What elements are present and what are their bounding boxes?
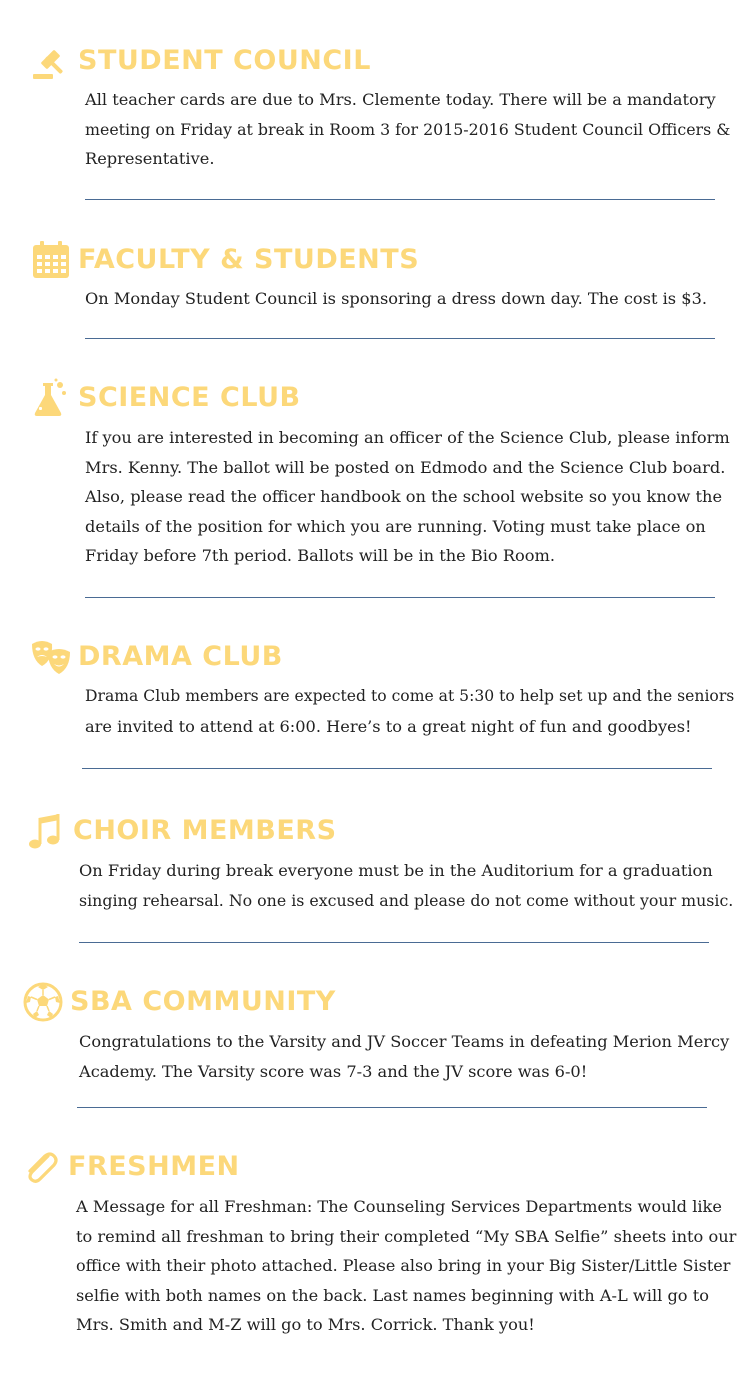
soccer-ball-icon <box>22 981 64 1023</box>
body-line: On Friday during break everyone must be in the Auditorium for a graduation <box>79 861 713 880</box>
calendar-icon <box>30 239 72 281</box>
body-line: Mrs. Kenny. The ballot will be posted on Edmodo and the Science Club board. <box>85 457 726 477</box>
section-title: FRESHMEN <box>68 1151 240 1182</box>
section-body <box>76 1192 736 1340</box>
section-header <box>30 636 283 678</box>
body-line: office with their photo attached. Please also bring in your Big Sister/Little Sister <box>76 1256 731 1275</box>
body-line: Friday before 7th period. Ballots will be in the Bio Room. <box>85 546 555 565</box>
section-body <box>85 284 735 314</box>
body-line: Representative. <box>85 149 215 168</box>
gavel-icon <box>30 40 72 82</box>
section-header <box>30 40 371 82</box>
section-divider <box>77 1107 707 1108</box>
section-title: STUDENT COUNCIL <box>78 45 371 76</box>
section-divider <box>85 338 715 339</box>
body-line: details of the position for which you are running. Voting must take place on <box>85 516 706 536</box>
section-header <box>22 981 336 1023</box>
body-line: On Monday Student Council is sponsoring a dress down day. The cost is $3. <box>85 289 708 308</box>
body-line: singing rehearsal. No one is excused and please do not come without your music. <box>79 890 734 910</box>
body-line: All teacher cards are due to Mrs. Clemente today. There will be a mandatory <box>85 90 716 109</box>
section-title: CHOIR MEMBERS <box>73 815 337 846</box>
section-title: DRAMA CLUB <box>78 641 283 672</box>
body-line: are invited to attend at 6:00. Here’s to a great night of fun and goodbyes! <box>85 716 692 736</box>
section-header <box>30 239 419 281</box>
section-divider <box>79 942 709 943</box>
section-title: SCIENCE CLUB <box>78 382 301 413</box>
body-line: Academy. The Varsity score was 7-3 and the JV score was 6-0! <box>79 1061 588 1081</box>
section-header <box>30 377 301 419</box>
theater-masks-icon <box>30 636 72 678</box>
section-body <box>79 1027 734 1086</box>
body-line: A Message for all Freshman: The Counseling Services Departments would like <box>76 1197 722 1216</box>
section-body <box>79 856 734 915</box>
section-body <box>85 423 735 571</box>
body-line: If you are interested in becoming an officer of the Science Club, please inform <box>85 428 730 447</box>
music-note-icon <box>25 810 67 852</box>
section-header <box>25 810 337 852</box>
body-line: selfie with both names on the back. Last names beginning with A-L will go to <box>76 1285 709 1305</box>
section-body <box>85 682 735 741</box>
body-line: to remind all freshman to bring their completed “My SBA Selfie” sheets into our <box>76 1226 737 1246</box>
body-line: Drama Club members are expected to come at 5:30 to help set up and the seniors <box>85 687 735 705</box>
section-header <box>20 1146 240 1188</box>
body-line: Mrs. Smith and M-Z will go to Mrs. Corrick. Thank you! <box>76 1315 535 1334</box>
section-title: FACULTY & STUDENTS <box>78 244 420 275</box>
section-divider <box>85 597 715 598</box>
section-body <box>85 85 735 174</box>
section-divider <box>82 768 712 769</box>
body-line: Congratulations to the Varsity and JV Soccer Teams in defeating Merion Mercy <box>79 1032 730 1051</box>
flask-icon <box>30 377 72 419</box>
body-line: meeting on Friday at break in Room 3 for 2015-2016 Student Council Officers & <box>85 119 731 139</box>
section-title: SBA COMMUNITY <box>70 986 336 1017</box>
section-divider <box>85 199 715 200</box>
paperclip-icon <box>20 1146 62 1188</box>
body-line: Also, please read the officer handbook on the school website so you know the <box>85 487 723 506</box>
